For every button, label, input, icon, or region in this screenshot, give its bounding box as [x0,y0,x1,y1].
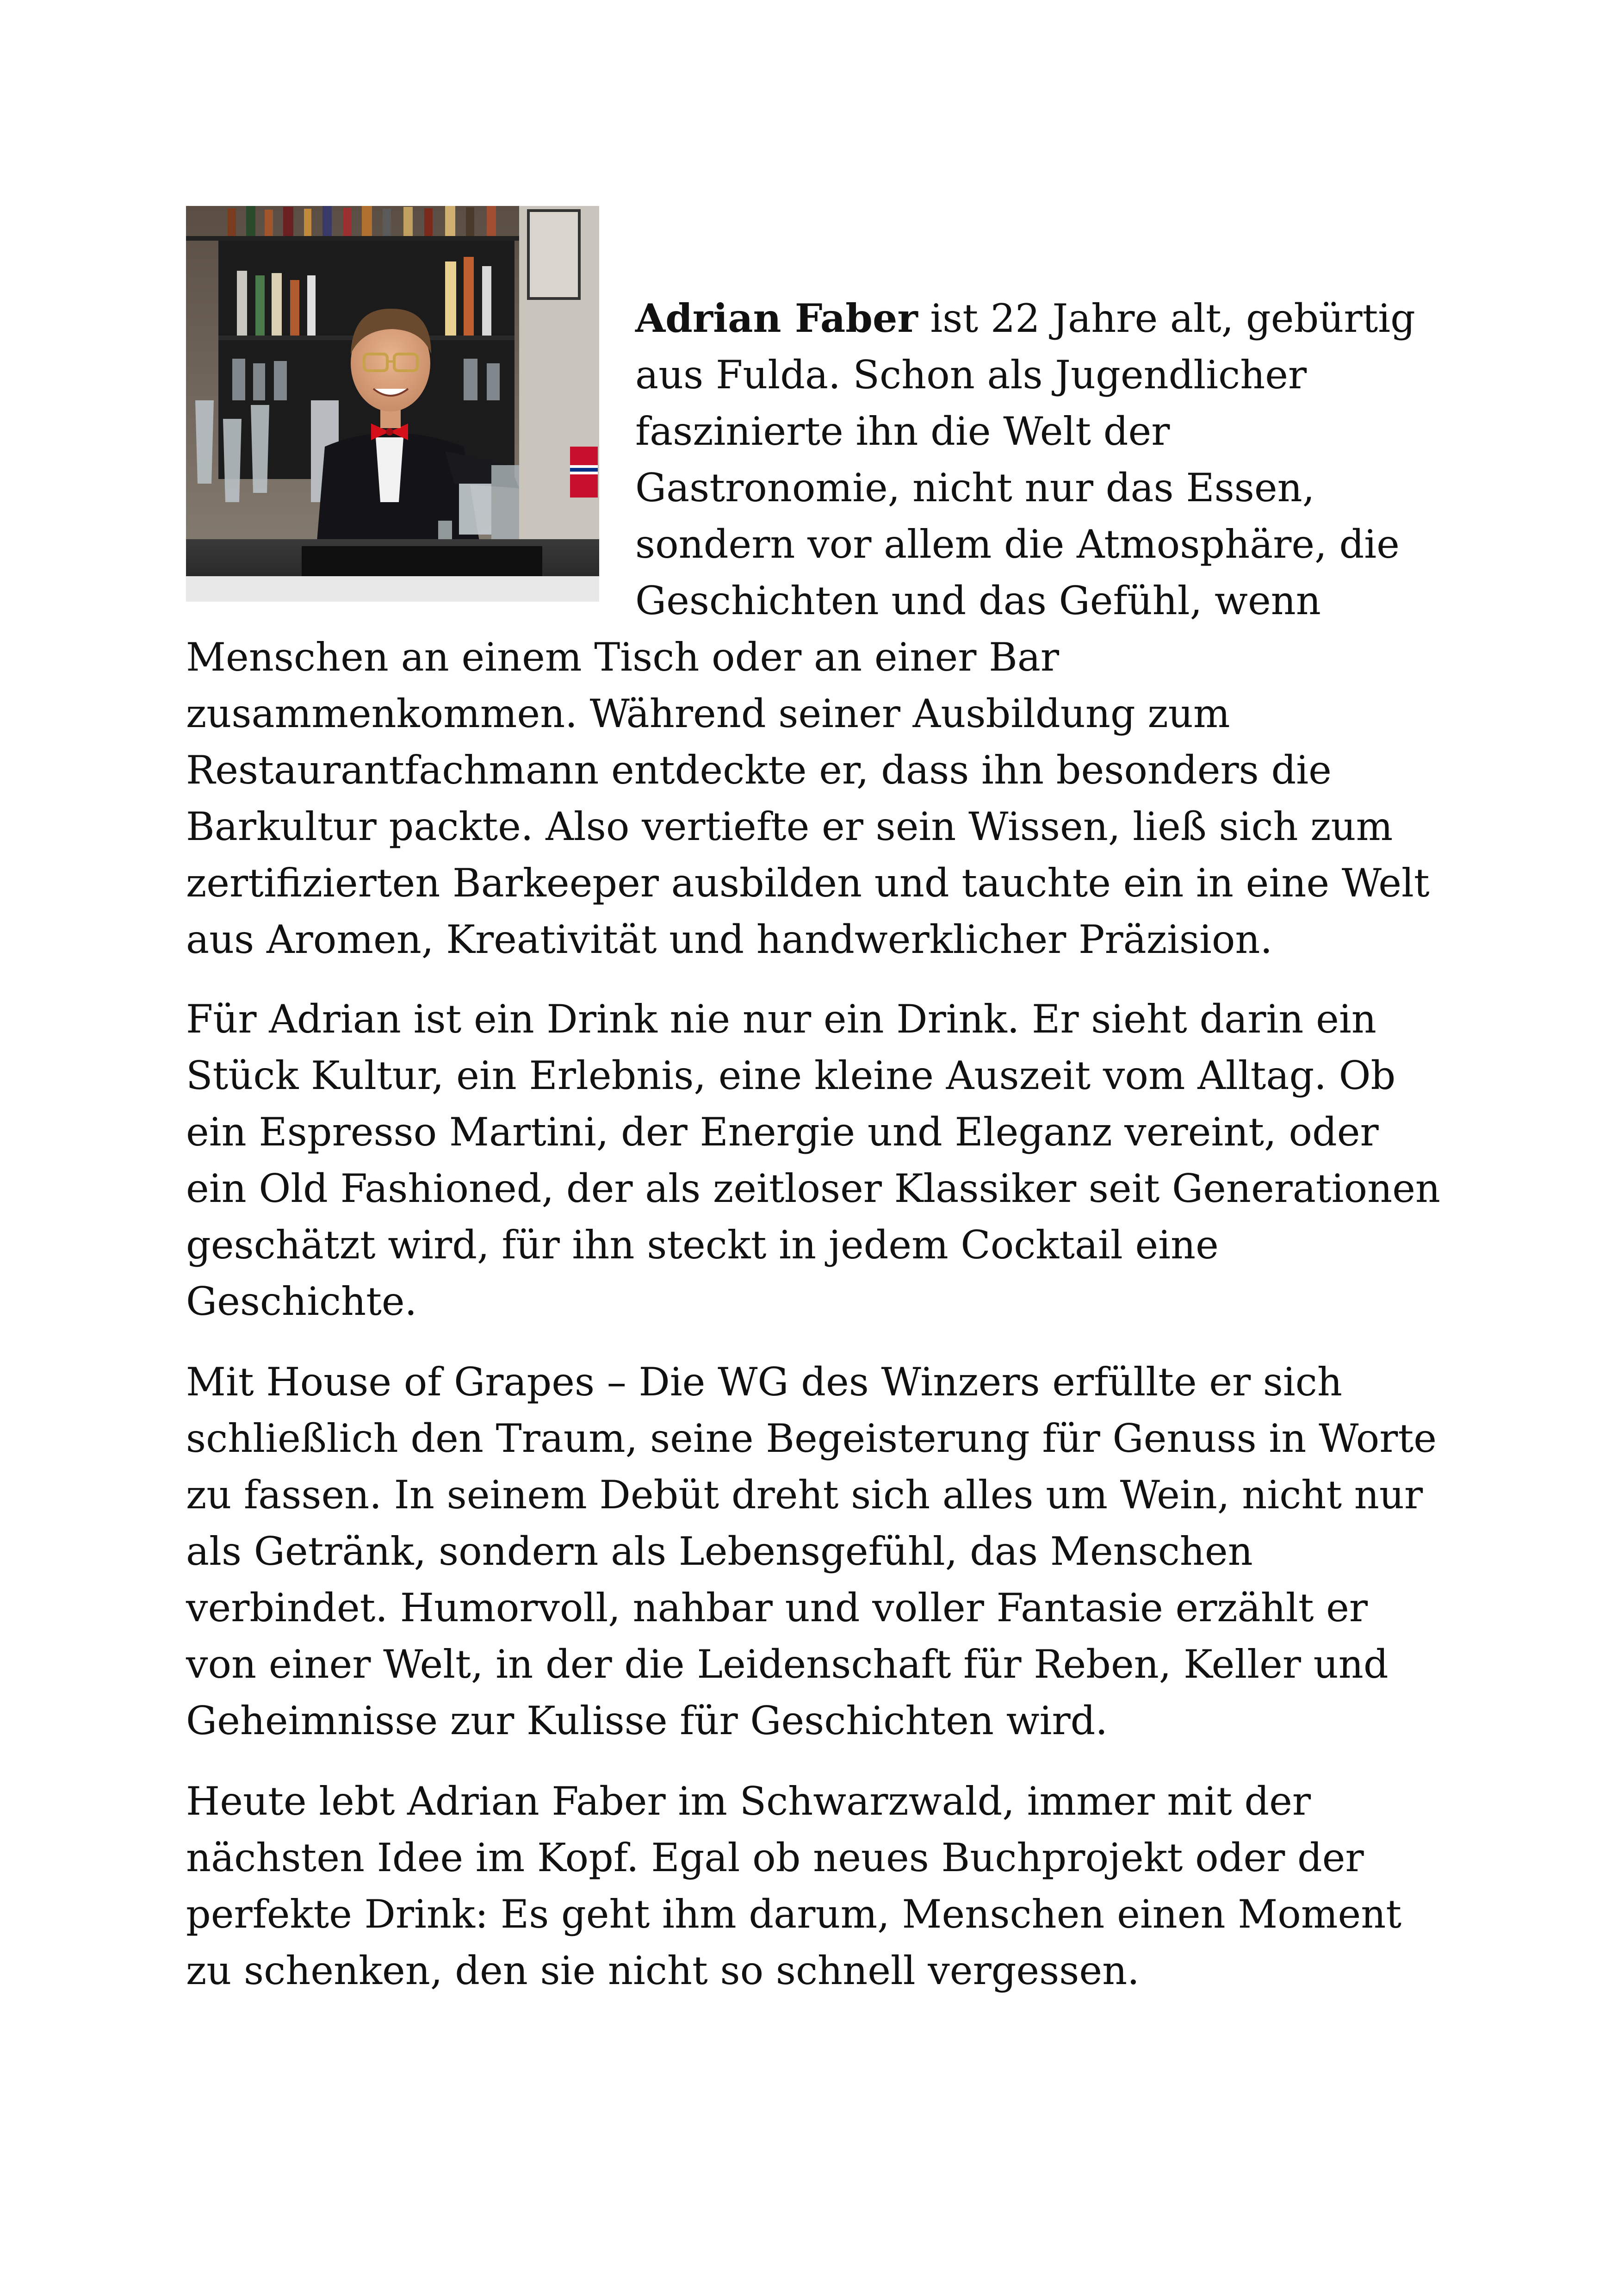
author-photo-image [186,206,599,602]
author-name: Adrian Faber [635,295,918,341]
bio-paragraph-2: Für Adrian ist ein Drink nie nur ein Drink. Er sieht darin ein Stück Kultur, ein Erlebnis, eine kleine Auszeit vom Alltag. Ob ein Espresso Martini, der Energie und Eleganz vereint, oder ein Old Fashioned, der als zeitloser Klassiker seit Generationen geschätzt wird, für ihn steckt in jedem Cocktail eine Geschichte. [186,996,1441,1324]
bio-paragraph-1-text: ist 22 Jahre alt, gebürtig aus Fulda. Schon als Jugendlicher faszinierte ihn die Welt der Gastronomie, nicht nur das Essen, sondern vor allem die Atmosphäre, die Geschichten und das Gefühl, wenn Menschen an einem Tisch oder an einer Bar zusammenkommen. Während seiner Ausbildung zum Restaurantfachmann entdeckte er, dass ihn besonders die Barkultur packte. Also vertiefte er sein Wissen, ließ sich zum zertifizierten Barkeeper ausbilden und tauchte ein in eine Welt aus Aromen, Kreativität und handwerklicher Präzision. [186,296,1430,962]
author-photo [186,206,599,602]
bio-paragraph-4: Heute lebt Adrian Faber im Schwarzwald, immer mit der nächsten Idee im Kopf. Egal ob neues Buchprojekt oder der perfekte Drink: Es geht ihm darum, Menschen einen Moment zu schenken, den sie nicht so schnell vergessen. [186,1779,1402,1993]
author-bio [186,206,1446,2023]
bio-paragraph-3: Mit House of Grapes – Die WG des Winzers erfüllte er sich schließlich den Traum, seine Begeisterung für Genuss in Worte zu fassen. In seinem Debüt dreht sich alles um Wein, nicht nur als Getränk, sondern als Lebensgefühl, das Menschen verbindet. Humorvoll, nahbar und voller Fantasie erzählt er von einer Welt, in der die Leidenschaft für Reben, Keller und Geheimnisse zur Kulisse für Geschichten wird. [186,1359,1437,1743]
